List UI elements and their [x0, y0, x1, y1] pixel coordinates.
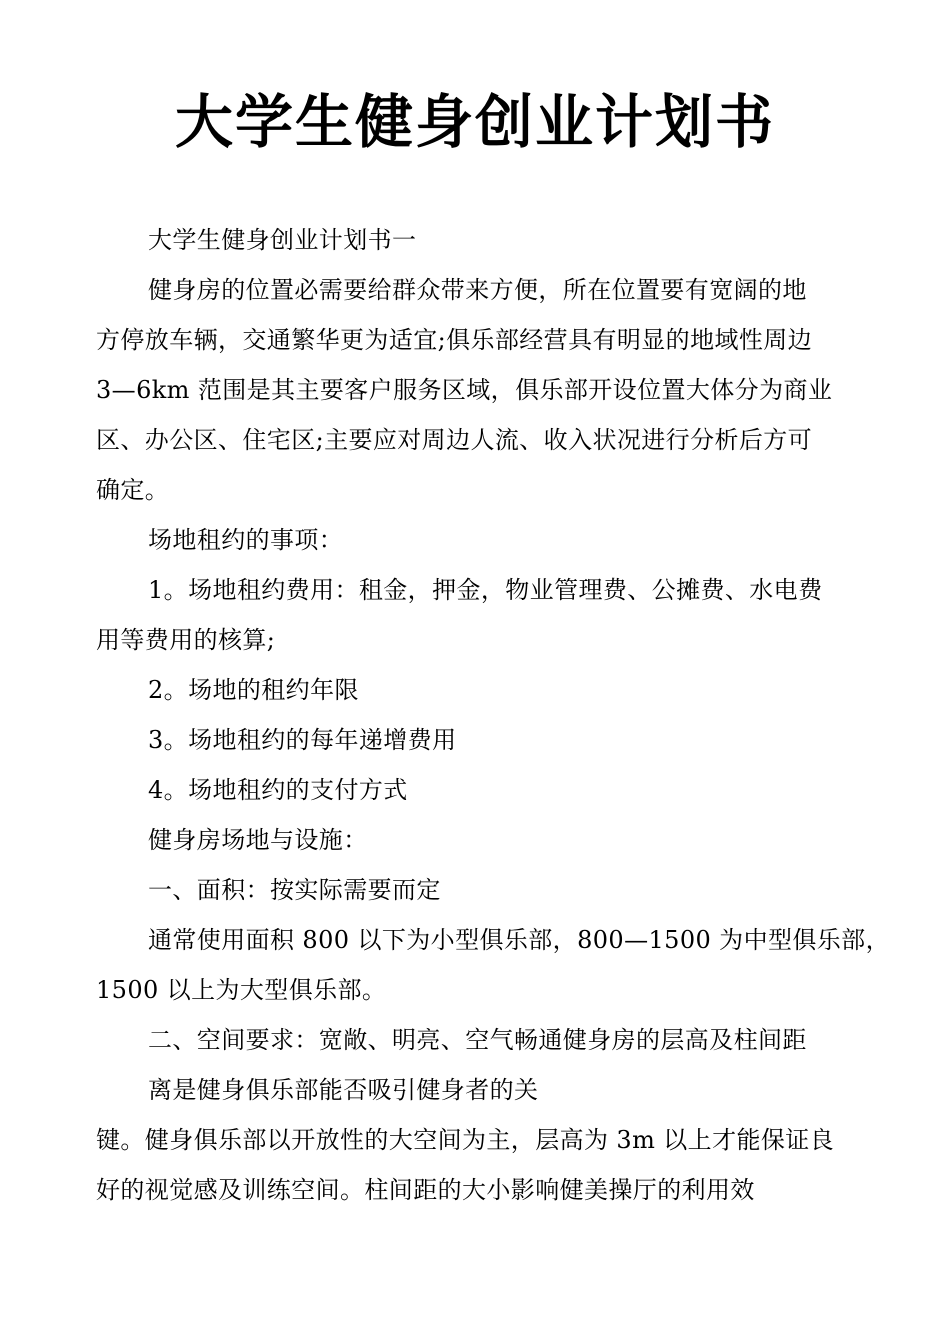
body-line: 3。场地租约的每年递增费用 [148, 726, 457, 754]
body-line: 二、空间要求：宽敞、明亮、空气畅通健身房的层高及柱间距 [148, 1026, 807, 1054]
body-line: 4。场地租约的支付方式 [148, 776, 408, 804]
document-title: 大学生健身创业计划书 [174, 88, 775, 156]
body-line: 键。健身俱乐部以开放性的大空间为主，层高为 3m 以上才能保证良 [96, 1126, 835, 1154]
body-line: 方停放车辆，交通繁华更为适宜;俱乐部经营具有明显的地域性周边 [96, 326, 813, 354]
body-line: 一、面积：按实际需要而定 [148, 876, 441, 904]
body-line: 2。场地的租约年限 [148, 676, 359, 704]
body-line: 健身房场地与设施： [148, 826, 368, 854]
body-line: 3—6km 范围是其主要客户服务区域，俱乐部开设位置大体分为商业 [96, 376, 833, 404]
body-line: 确定。 [96, 476, 170, 504]
body-line: 1500 以上为大型俱乐部。 [96, 976, 387, 1004]
body-line: 用等费用的核算; [96, 626, 276, 654]
body-line: 1。场地租约费用：租金，押金，物业管理费、公摊费、水电费 [148, 576, 823, 604]
body-line: 好的视觉感及训练空间。柱间距的大小影响健美操厅的利用效 [96, 1176, 755, 1204]
body-line: 大学生健身创业计划书一 [148, 226, 417, 254]
body-line: 场地租约的事项： [148, 526, 344, 554]
document-body [96, 215, 890, 1215]
body-line: 健身房的位置必需要给群众带来方便，所在位置要有宽阔的地 [148, 276, 807, 304]
body-line: 通常使用面积 800 以下为小型俱乐部，800—1500 为中型俱乐部， [148, 926, 890, 954]
body-line: 区、办公区、住宅区;主要应对周边人流、收入状况进行分析后方可 [96, 426, 813, 454]
body-line: 离是健身俱乐部能否吸引健身者的关 [148, 1076, 539, 1104]
